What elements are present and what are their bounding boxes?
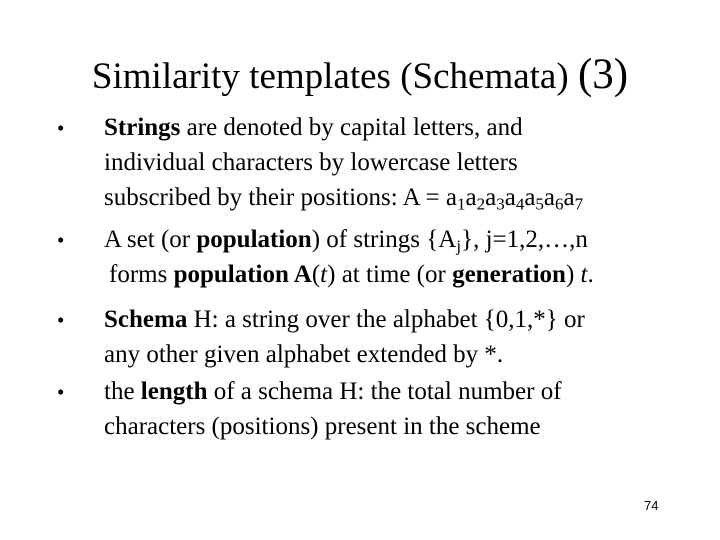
bullet-2-text: A set (or (104, 226, 197, 253)
bullet-2-text: ) at time (or (327, 261, 453, 288)
term-subscript: 5 (535, 194, 544, 214)
term-base: a (485, 184, 497, 211)
bullet-4-line-1 (104, 378, 562, 406)
bullet-1-line-3 (104, 184, 583, 212)
term-subscript: 3 (496, 194, 505, 214)
bullet-4-text: of a schema H: the total number of (207, 378, 562, 405)
bullet-2-text: ) of strings {A (311, 226, 457, 253)
term-base: a (504, 184, 516, 211)
term-subscript: 6 (555, 194, 564, 214)
term-subscript: 1 (456, 194, 466, 214)
term-subscript: 7 (574, 194, 584, 214)
string-term (524, 184, 544, 214)
string-term (543, 184, 564, 214)
term-base: a (445, 184, 457, 211)
term-strings: Strings (104, 114, 181, 141)
bullet-1-line-1 (104, 114, 523, 142)
string-term (485, 184, 505, 214)
subscript-j: j (456, 236, 462, 256)
slide-title-number: (3) (577, 51, 629, 98)
term-subscript: 4 (515, 194, 525, 214)
bullet-3-line-1 (104, 306, 585, 334)
bullet-2-line-2: forms population A(t) at time (or generation) t. (109, 261, 594, 288)
string-formula (445, 184, 584, 214)
bullet-3-text: H: a string over the alphabet {0,1,*} or (187, 306, 585, 333)
italic-t: t (320, 261, 328, 288)
term-generation: generation (452, 261, 566, 288)
bullet-1-text-prefix: subscribed by their positions: A = (104, 184, 446, 211)
bullet-4-text: the (104, 378, 141, 405)
bullet-2-line-1 (104, 226, 588, 254)
italic-t: t (580, 261, 588, 288)
term-population: population (196, 226, 312, 253)
term-base: a (543, 184, 556, 211)
page-number: 74 (644, 498, 659, 513)
string-term (563, 184, 584, 214)
bullet-3-line-2: any other given alphabet extended by *. (104, 341, 504, 368)
term-base: a (524, 184, 536, 211)
bullet-2-text: ) (565, 261, 581, 288)
bullet-1-line-2: individual characters by lowercase letters (104, 149, 518, 176)
slide-title-text: Similarity templates (Schemata) (91, 56, 569, 97)
bullet-2-text: }, j=1,2,…,n (461, 226, 588, 253)
term-length: length (140, 378, 208, 405)
bullet-2-text: forms (109, 261, 174, 288)
term-population-a: population A (173, 261, 312, 288)
string-term (504, 184, 525, 214)
term-base: a (563, 184, 575, 211)
bullet-marker: • (57, 380, 65, 404)
string-term (465, 184, 486, 214)
bullet-marker: • (57, 228, 65, 252)
string-term (445, 184, 466, 214)
bullet-marker: • (57, 116, 65, 140)
bullet-1-text: are denoted by capital letters, and (180, 114, 523, 141)
term-subscript: 2 (476, 194, 486, 214)
bullet-4-line-2: characters (positions) present in the scheme (104, 413, 541, 440)
bullet-2-text: . (587, 261, 594, 288)
bullet-marker: • (57, 308, 65, 332)
term-schema: Schema (104, 306, 188, 333)
term-base: a (465, 184, 477, 211)
